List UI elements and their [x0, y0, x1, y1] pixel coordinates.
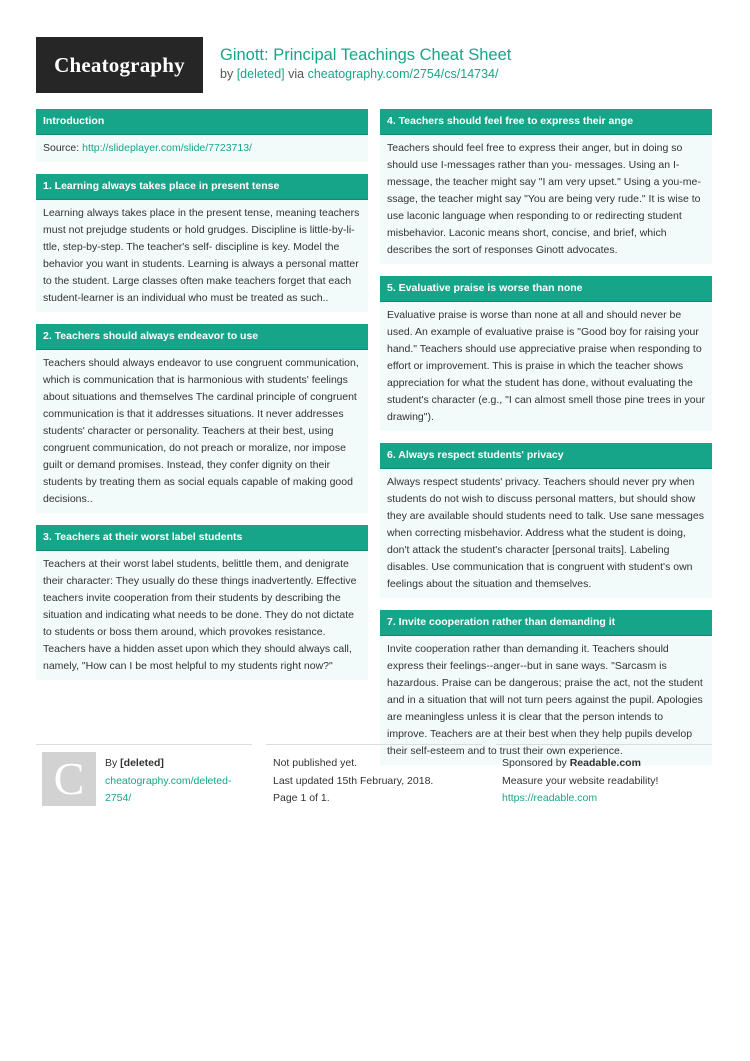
footer-author-link[interactable]: cheatography.com/deleted-	[105, 774, 232, 787]
sponsor-prefix: Sponsored by	[502, 757, 570, 769]
section-introduction	[36, 109, 368, 162]
section-5	[380, 276, 712, 431]
byline-via: via	[288, 67, 305, 81]
footer-author-link-cont[interactable]: 2754/	[105, 792, 132, 804]
sponsor-name: Readable.com	[569, 757, 641, 769]
section-2	[36, 324, 368, 513]
page-number: Page 1 of 1.	[273, 792, 330, 804]
footer-divider	[496, 744, 712, 745]
sheet-url-link[interactable]: cheatography.com/2754/cs/14734/	[307, 67, 499, 81]
section-title: 6. Always respect students' privacy	[380, 443, 712, 469]
section-6	[380, 443, 712, 598]
section-body: Learning always takes place in the present tense, meaning teachers must not prejudge students or hold grudges. Discipline is little-by-little, step-by-step. The teacher's self- discipline is key. Model the behavior you want in students. Learning is always a personal matter to the student. Large classes often make teachers forget that each student-learner is an individual who must be treated as such..	[36, 200, 368, 312]
section-body: Evaluative praise is worse than none at all and should never be used. An example of evaluative praise is "Good boy for raising your hand." Teachers should use appreciative praise when responding to effort or improvement. This is praise in which the teacher shows appreciation for what the student has done, without evaluating the student's character (e.g., "I can almost smell those pine trees in your drawing").	[380, 302, 712, 431]
section-3	[36, 525, 368, 680]
section-7	[380, 610, 712, 765]
footer-author	[105, 755, 231, 808]
cheatography-logo[interactable]: Cheatography	[36, 37, 203, 93]
left-column	[36, 109, 368, 692]
section-4	[380, 109, 712, 264]
right-column	[380, 109, 712, 777]
byline	[220, 67, 498, 81]
section-title: 2. Teachers should always endeavor to use	[36, 324, 368, 350]
footer-author-name: [deleted]	[120, 757, 164, 769]
author-link[interactable]: [deleted]	[236, 67, 285, 81]
footer-divider	[266, 744, 482, 745]
section-title: 5. Evaluative praise is worse than none	[380, 276, 712, 302]
section-title: 4. Teachers should feel free to express their ange	[380, 109, 712, 135]
source-link[interactable]: http://slideplayer.com/slide/7723713/	[82, 142, 252, 154]
section-title: Introduction	[36, 109, 368, 135]
section-1	[36, 174, 368, 312]
section-body: Teachers should always endeavor to use congruent communication, which is communication that is harmonious with students' feelings about situations and themselves The cardinal principle of congruent communication is that it addresses situations. It never addresses students' character or personality. Teachers at their best, using congruent communication, do not preach or moralize, nor impose guilt or demand promises. Instead, they confer dignity on their students by treating them as social equals capable of making good decisions..	[36, 350, 368, 513]
publish-status: Not published yet.	[273, 757, 358, 769]
section-body: Always respect students' privacy. Teachers should never pry when students do not wish to discuss personal matters, but should show they are available should students need to talk. Use sane messages when correcting misbehavior. Address what the student is doing, don't attack the student's character [personal traits]. Labeling disables. Use communication that is congruent with student's own feelings about the situation and themselves.	[380, 469, 712, 598]
byline-by: by	[220, 67, 234, 81]
section-body	[36, 135, 368, 162]
sponsor-tagline: Measure your website readability!	[502, 774, 659, 787]
source-label: Source:	[43, 142, 83, 154]
section-body: Invite cooperation rather than demanding it. Teachers should express their feelings--anger--but in sane ways. "Sarcasm is hazardous. Praise can be dangerous; praise the act, not the student and in a situation that will not turn peers against the pupil. Apologies are meaningless unless it is clear that the person intends to improve. Teachers are at their best when they help pupils develop their self-esteem and to trust their own experience.	[380, 636, 712, 765]
footer-meta	[273, 755, 433, 808]
page-title: Ginott: Principal Teachings Cheat Sheet	[220, 46, 512, 64]
footer-divider	[36, 744, 252, 745]
section-body: Teachers at their worst label students, belittle them, and denigrate their character: They usually do these things inadvertently. Effective teachers invite cooperation from their students by describing the situation and indicating what needs to be done. They do not dictate to students or boss them around, which provokes resistance. Teachers have a hidden asset upon which they should always call, namely, "How can I be most helpful to my students right now?"	[36, 551, 368, 680]
section-title: 3. Teachers at their worst label students	[36, 525, 368, 551]
sponsor-link[interactable]: https://readable.com	[502, 792, 598, 804]
section-title: 1. Learning always takes place in present tense	[36, 174, 368, 200]
footer-by: By	[105, 757, 121, 769]
footer-sponsor	[502, 755, 658, 808]
author-avatar: C	[42, 752, 96, 806]
section-body: Teachers should feel free to express their anger, but in doing so should use I-messages rather than you- messages. Using an I-message, the teacher might say "I am very upset." Using a you-message, the teacher might say "You are being very rude." It is wise to use laconic language when responding to or redirecting student misbehavior. Laconic means short, concise, and brief, which describes the sort of responses Ginott advocates.	[380, 135, 712, 264]
section-title: 7. Invite cooperation rather than demanding it	[380, 610, 712, 636]
last-updated: Last updated 15th February, 2018.	[273, 774, 434, 787]
